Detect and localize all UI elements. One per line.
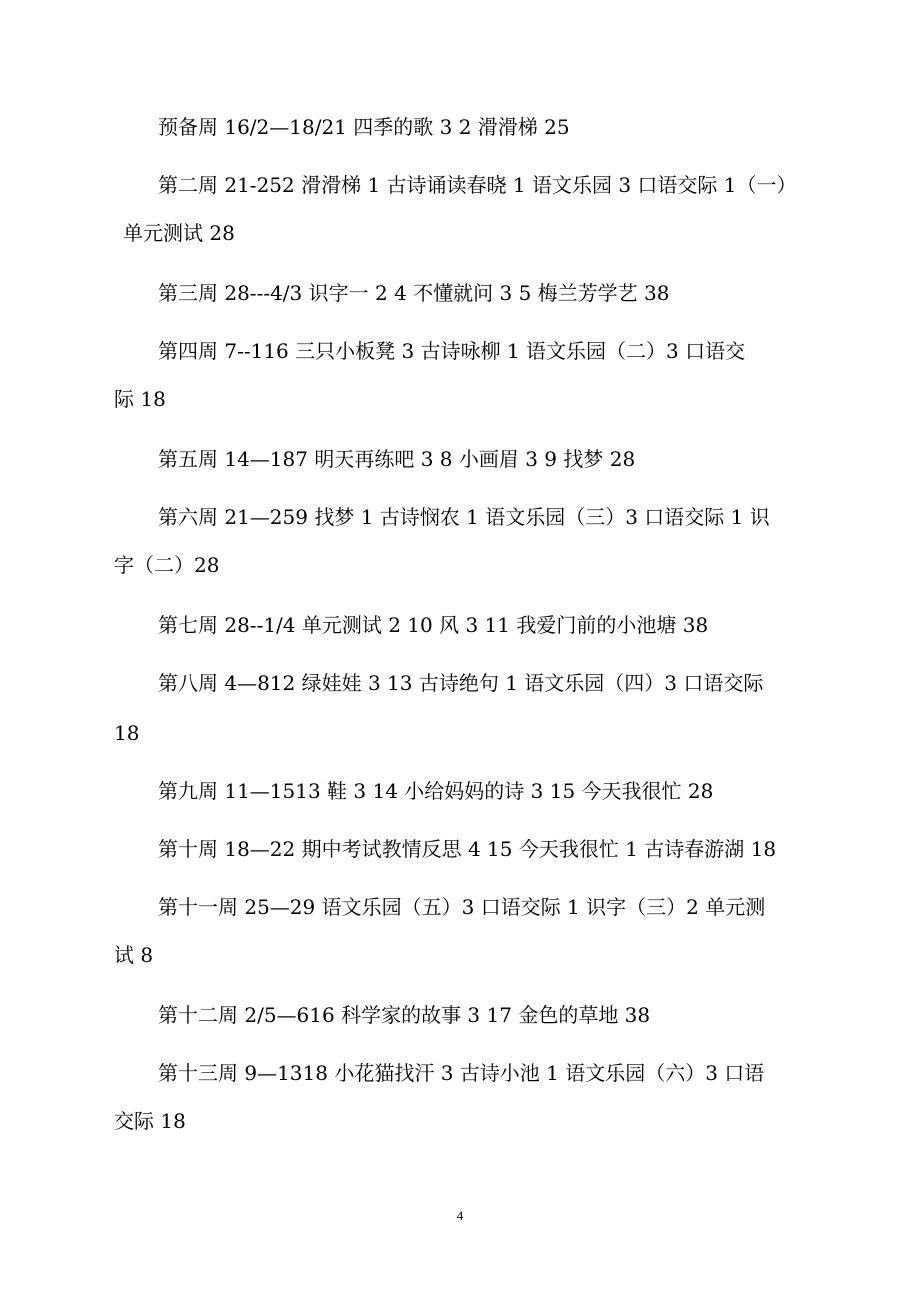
- text-line-week-5: 第五周 14—187 明天再练吧 3 8 小画眉 3 9 找梦 28: [158, 447, 636, 471]
- text-line-week-10: 第十周 18—22 期中考试教情反思 4 15 今天我很忙 1 古诗春游湖 18: [158, 837, 777, 861]
- text-line-week-11-cont: 试 8: [114, 943, 154, 967]
- text-line-week-6: 第六周 21—259 找梦 1 古诗悯农 1 语文乐园（三）3 口语交际 1 识: [158, 505, 770, 529]
- text-line-week-13: 第十三周 9—1318 小花猫找汗 3 古诗小池 1 语文乐园（六）3 口语: [158, 1061, 765, 1085]
- text-line-week-12: 第十二周 2/5—616 科学家的故事 3 17 金色的草地 38: [158, 1003, 651, 1027]
- text-line-week-8-cont: 18: [114, 721, 140, 745]
- text-line-week-prep: 预备周 16/2—18/21 四季的歌 3 2 滑滑梯 25: [158, 115, 570, 139]
- text-line-week-11: 第十一周 25—29 语文乐园（五）3 口语交际 1 识字（三）2 单元测: [158, 895, 766, 919]
- text-line-week-2-cont: 单元测试 28: [123, 221, 235, 245]
- text-line-week-13-cont: 交际 18: [114, 1109, 186, 1133]
- text-line-week-3: 第三周 28---4/3 识字一 2 4 不懂就问 3 5 梅兰芳学艺 38: [158, 281, 670, 305]
- text-line-week-8: 第八周 4—812 绿娃娃 3 13 古诗绝句 1 语文乐园（四）3 口语交际: [158, 671, 764, 695]
- text-line-week-7: 第七周 28--1/4 单元测试 2 10 风 3 11 我爱门前的小池塘 38: [158, 613, 709, 637]
- text-line-week-6-cont: 字（二）28: [114, 553, 220, 577]
- text-line-week-9: 第九周 11—1513 鞋 3 14 小给妈妈的诗 3 15 今天我很忙 28: [158, 779, 714, 803]
- page-number: 4: [456, 1208, 464, 1223]
- text-line-week-2: 第二周 21-252 滑滑梯 1 古诗诵读春晓 1 语文乐园 3 口语交际 1（一）: [158, 173, 797, 197]
- text-line-week-4: 第四周 7--116 三只小板凳 3 古诗咏柳 1 语文乐园（二）3 口语交: [158, 339, 746, 363]
- text-line-week-4-cont: 际 18: [114, 387, 166, 411]
